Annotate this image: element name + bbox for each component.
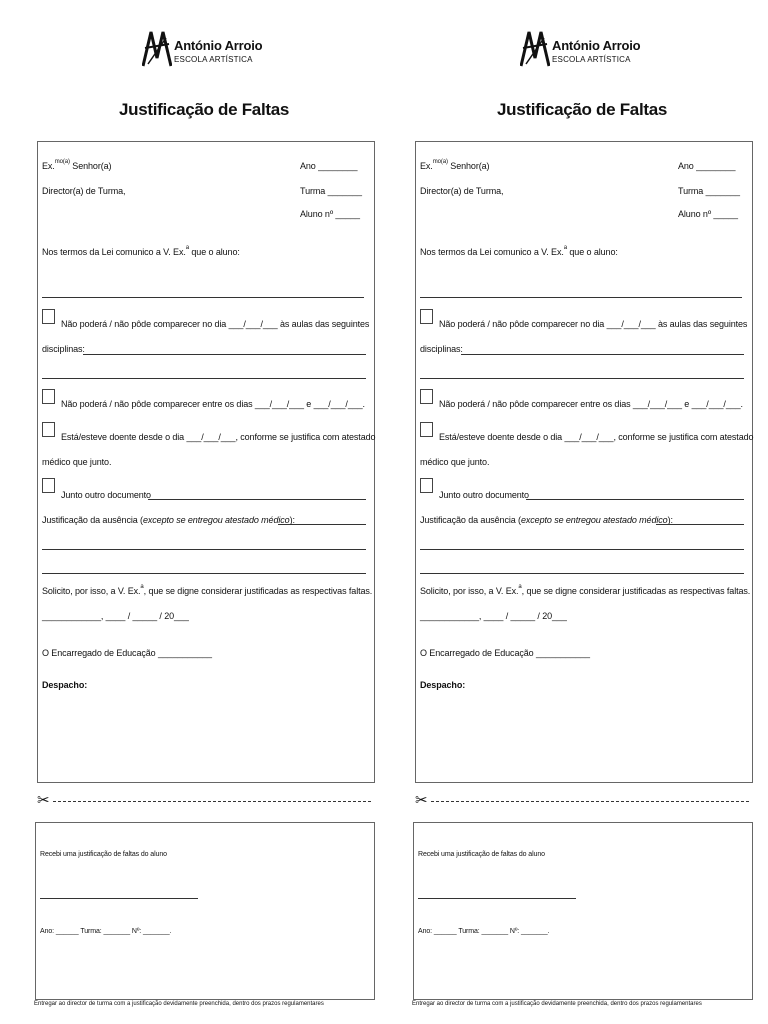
option-2-text: Não poderá / não pôde comparecer entre os dias ___/___/___ e ___/___/___.	[61, 399, 365, 409]
justification-label: Justificação da ausência (excepto se entregou atestado médico):	[42, 515, 295, 525]
option-2-text: Não poderá / não pôde comparecer entre os dias ___/___/___ e ___/___/___.	[439, 399, 743, 409]
justification-line-3[interactable]	[420, 573, 744, 574]
turma-field[interactable]: Turma _______	[678, 186, 740, 196]
aluno-number-field[interactable]: Aluno nº _____	[678, 209, 738, 219]
other-document-line[interactable]	[148, 499, 366, 500]
receipt-slip	[413, 822, 753, 1000]
scissors-icon: ✂	[415, 792, 428, 809]
ano-field[interactable]: Ano ________	[300, 161, 358, 171]
form-box	[37, 141, 375, 783]
receipt-student-line[interactable]	[418, 898, 576, 899]
option-1-checkbox[interactable]	[42, 309, 55, 324]
turma-field[interactable]: Turma _______	[300, 186, 362, 196]
logo-subtitle: ESCOLA ARTÍSTICA	[552, 55, 631, 64]
cut-line	[415, 792, 751, 809]
justification-line-1[interactable]	[278, 524, 366, 525]
request-text: Solicito, por isso, a V. Ex.$^a$, que se digne considerar justificadas as respectivas faltas.	[42, 584, 373, 596]
ano-field[interactable]: Ano ________	[678, 161, 736, 171]
option-3-text-2: médico que junto.	[42, 457, 112, 467]
receipt-text: Recebi uma justificação de faltas do aluno	[40, 851, 167, 858]
logo-mark-icon	[520, 28, 550, 68]
despacho-label: Despacho:	[42, 680, 88, 690]
option-4-text: Junto outro documento	[61, 490, 151, 500]
logo-name: António Arroio	[174, 38, 263, 53]
form-copy-right	[412, 0, 760, 1024]
aluno-number-field[interactable]: Aluno nº _____	[300, 209, 360, 219]
justification-label: Justificação da ausência (excepto se entregou atestado médico):	[420, 515, 673, 525]
receipt-student-line[interactable]	[40, 898, 198, 899]
date-field[interactable]: ____________, ____ / _____ / 20___	[420, 611, 567, 621]
form-box	[415, 141, 753, 783]
dashed-divider	[431, 801, 749, 802]
despacho-label: Despacho:	[420, 680, 466, 690]
director-label: Director(a) de Turma,	[42, 186, 126, 196]
page-title: Justificação de Faltas	[496, 100, 668, 119]
justification-line-3[interactable]	[42, 573, 366, 574]
footer-note: Entregar ao director de turma com a justificação devidamente preenchida, dentro dos prazos regulamentares	[34, 1001, 324, 1007]
logo-mark-icon	[142, 28, 172, 68]
student-name-line[interactable]	[42, 297, 364, 298]
intro-text: Nos termos da Lei comunico a V. Ex.$^a$ que o aluno:	[42, 245, 240, 257]
option-2-checkbox[interactable]	[42, 389, 55, 404]
option-3-text: Está/esteve doente desde o dia ___/___/___, conforme se justifica com atestado	[61, 432, 376, 442]
receipt-text: Recebi uma justificação de faltas do aluno	[418, 851, 545, 858]
disciplinas-label: disciplinas:	[420, 344, 463, 354]
director-label: Director(a) de Turma,	[420, 186, 504, 196]
logo-name: António Arroio	[552, 38, 641, 53]
receipt-fields[interactable]: Ano: ______ Turma: _______ Nº: _______.	[40, 928, 172, 935]
justification-line-2[interactable]	[42, 549, 366, 550]
option-3-checkbox[interactable]	[420, 422, 433, 437]
option-3-checkbox[interactable]	[42, 422, 55, 437]
other-document-line[interactable]	[526, 499, 744, 500]
intro-text: Nos termos da Lei comunico a V. Ex.$^a$ que o aluno:	[420, 245, 618, 257]
option-1-text: Não poderá / não pôde comparecer no dia ___/___/___ às aulas das seguintes	[439, 319, 748, 329]
form-copy-left	[34, 0, 382, 1024]
school-logo	[142, 28, 302, 72]
logo-subtitle: ESCOLA ARTÍSTICA	[174, 55, 253, 64]
option-3-text: Está/esteve doente desde o dia ___/___/___, conforme se justifica com atestado	[439, 432, 754, 442]
school-logo	[520, 28, 680, 72]
option-1-checkbox[interactable]	[420, 309, 433, 324]
request-text: Solicito, por isso, a V. Ex.$^a$, que se digne considerar justificadas as respectivas faltas.	[420, 584, 751, 596]
disciplinas-line[interactable]	[83, 354, 366, 355]
dashed-divider	[53, 801, 371, 802]
option-1-text: Não poderá / não pôde comparecer no dia ___/___/___ às aulas das seguintes	[61, 319, 370, 329]
scissors-icon: ✂	[37, 792, 50, 809]
disciplinas-line-2[interactable]	[42, 378, 366, 379]
justification-line-2[interactable]	[420, 549, 744, 550]
disciplinas-line-2[interactable]	[420, 378, 744, 379]
salutation: Ex.$^{mo(a)}$ Senhor(a)	[420, 159, 490, 171]
date-field[interactable]: ____________, ____ / _____ / 20___	[42, 611, 189, 621]
disciplinas-line[interactable]	[461, 354, 744, 355]
footer-note: Entregar ao director de turma com a justificação devidamente preenchida, dentro dos prazos regulamentares	[412, 1001, 702, 1007]
guardian-signature[interactable]: O Encarregado de Educação ___________	[420, 648, 590, 658]
option-4-checkbox[interactable]	[42, 478, 55, 493]
student-name-line[interactable]	[420, 297, 742, 298]
receipt-slip	[35, 822, 375, 1000]
option-2-checkbox[interactable]	[420, 389, 433, 404]
receipt-fields[interactable]: Ano: ______ Turma: _______ Nº: _______.	[418, 928, 550, 935]
option-4-checkbox[interactable]	[420, 478, 433, 493]
page-title: Justificação de Faltas	[118, 100, 290, 119]
guardian-signature[interactable]: O Encarregado de Educação ___________	[42, 648, 212, 658]
disciplinas-label: disciplinas:	[42, 344, 85, 354]
salutation: Ex.$^{mo(a)}$ Senhor(a)	[42, 159, 112, 171]
justification-line-1[interactable]	[656, 524, 744, 525]
option-4-text: Junto outro documento	[439, 490, 529, 500]
cut-line	[37, 792, 373, 809]
option-3-text-2: médico que junto.	[420, 457, 490, 467]
